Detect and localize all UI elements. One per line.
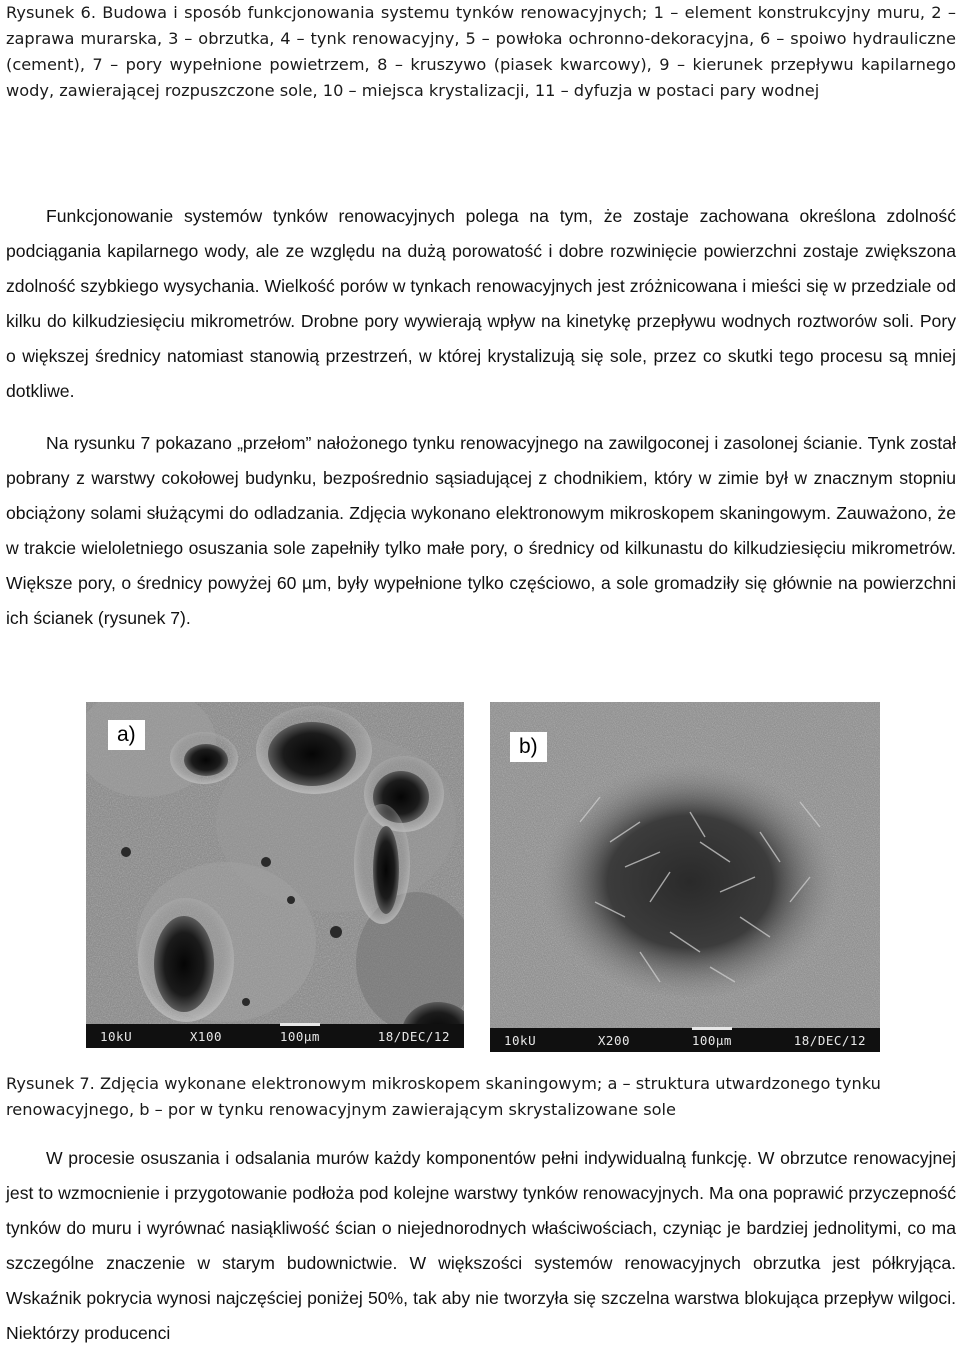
sem-magnification: X100	[189, 1028, 223, 1044]
panel-label-a: a)	[108, 720, 145, 750]
sem-info-bar-a	[86, 1024, 464, 1048]
paragraph-render-coat	[6, 1141, 956, 1351]
figure-6-caption: Rysunek 6. Budowa i sposób funkcjonowania systemu tynków renowacyjnych; 1 – element konstrukcyjny muru, 2 – zaprawa murarska, 3 – obrzutka, 4 – tynk renowacyjny, 5 – powłoka ochronno-dekoracyjna, 6 – spoiwo hydrauliczne (cement), 7 – pory wypełnione powietrzem, 8 – kruszywo (piasek kwarcowy), 9 – kierunek przepływu kapilarnego wody, zawierającej rozpuszczone sole, 10 – miejsca krystalizacji, 11 – dyfuzja w postaci pary wodnej	[6, 3, 956, 100]
sem-magnification: X200	[597, 1032, 631, 1048]
salt-crystal-pore-micrograph	[490, 702, 880, 1052]
sem-date: 18/DEC/12	[377, 1028, 450, 1044]
paragraph-pore-function	[6, 199, 956, 409]
sem-voltage: 10kU	[504, 1032, 537, 1048]
figure-7-caption: Rysunek 7. Zdjęcia wykonane elektronowym mikroskopem skaningowym; a – struktura utwardzonego tynku renowacyjnego, b – por w tynku renowacyjnym zawierającym skrystalizowane sole	[6, 1074, 881, 1119]
paragraph-text: W procesie osuszania i odsalania murów każdy komponentów pełni indywidualną funkcję. W obrzutce renowacyjnej jest to wzmocnienie i przygotowanie podłoża pod kolejne warstwy tynków renowacyjnych. Ma ona poprawić przyczepność tynków do muru i wyrównać nasiąkliwość ścian o niejednorodnych właściwościach, czyniąc je bardziej jednolitymi, co ma szczególne znaczenie w starym budownictwie. W większości systemów renowacyjnych obrzutka jest półkryjąca. Wskaźnik pokrycia wynosi najczęściej poniżej 50%, tak aby nie tworzyła się szczelna warstwa blokująca przepływ wilgoci. Niektórzy producenci	[6, 1148, 956, 1343]
sem-image-b	[490, 702, 880, 1052]
paragraph-figure-7-intro	[6, 426, 956, 636]
sem-date: 18/DEC/12	[793, 1032, 866, 1048]
porous-plaster-micrograph	[86, 702, 464, 1048]
sem-scale-bar: 100μm	[279, 1028, 320, 1044]
paragraph-text: Funkcjonowanie systemów tynków renowacyjnych polega na tym, że zostaje zachowana określona zdolność podciągania kapilarnego wody, ale ze względu na dużą porowatość i dobre rozwinięcie powierzchni zostaje zwiększona zdolność szybkiego wysychania. Wielkość porów w tynkach renowacyjnych jest zróżnicowana i mieści się w przedziale od kilku do kilkudziesięciu mikrometrów. Drobne pory wywierają wpływ na kinetykę przepływu wodnych roztworów soli. Pory o większej średnicy natomiast stanowią przestrzeń, w której krystalizują się sole, przez co skutki tego procesu są mniej dotkliwe.	[6, 206, 956, 401]
sem-image-a	[86, 702, 464, 1048]
sem-voltage: 10kU	[100, 1028, 133, 1044]
paragraph-text: Na rysunku 7 pokazano „przełom” nałożonego tynku renowacyjnego na zawilgoconej i zasolonej ścianie. Tynk został pobrany z warstwy cokołowej budynku, bezpośrednio sąsiadującej z chodnikiem, który w zimie był w znacznym stopniu obciążony solami służącymi do odladzania. Zdjęcia wykonano elektronowym mikroskopem skaningowym. Zauważono, że w trakcie wieloletniego osuszania sole zapełniły tylko małe pory, o średnicy od kilkunastu do kilkudziesięciu mikrometrów. Większe pory, o średnicy powyżej 60 µm, były wypełnione tylko częściowo, a sole gromadziły się głównie na powierzchni ich ścianek (rysunek 7).	[6, 433, 956, 628]
panel-label-b: b)	[510, 732, 547, 762]
sem-scale-bar: 100μm	[691, 1032, 732, 1048]
sem-info-bar-b	[490, 1028, 880, 1052]
